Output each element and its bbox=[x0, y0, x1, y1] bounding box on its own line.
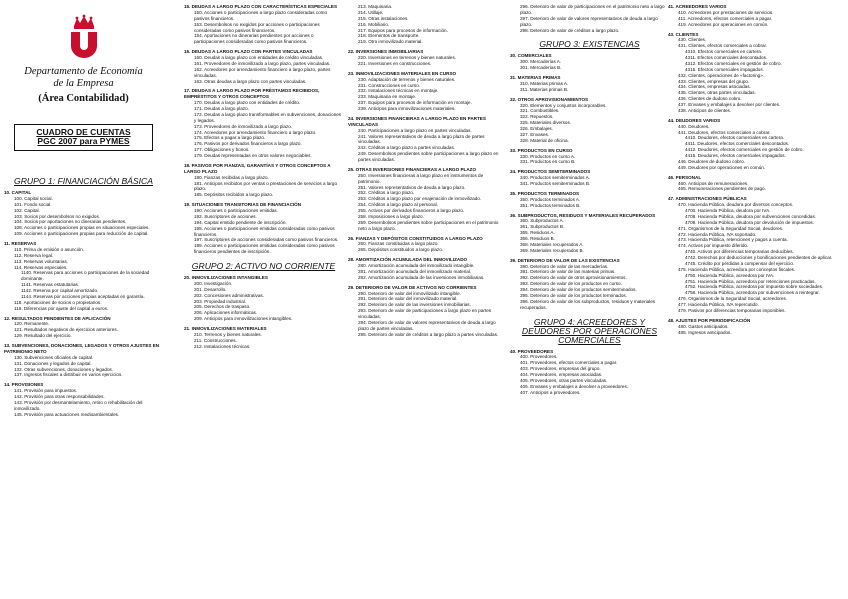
section-heading: 16. DEUDAS A LARGO PLAZO CON PARTES VINCULADAS bbox=[184, 49, 313, 55]
account-item: 177. Obligaciones y bonos. bbox=[194, 147, 250, 153]
section-heading: 39. DETERIORO DE VALOR DE LAS EXISTENCIAS bbox=[510, 257, 620, 263]
account-item: 129. Resultado del ejercicio. bbox=[14, 333, 72, 339]
account-item: 239. Anticipos para inmovilizaciones materiales. bbox=[358, 106, 456, 111]
account-item: 218. Elementos de transporte. bbox=[358, 33, 420, 39]
account-item: 369. Materiales recuperados B. bbox=[520, 247, 584, 253]
section-heading: 41. ACREEDORES VARIOS bbox=[668, 4, 727, 9]
account-item: 434. Clientes, empresas asociadas. bbox=[678, 84, 751, 90]
section-heading: 12. RESULTADOS PENDIENTES DE APLICACIÓN bbox=[4, 315, 111, 321]
column-5 bbox=[668, 4, 843, 335]
account-item: 298. Deterioro de valor de créditos a largo plazo. bbox=[520, 27, 620, 33]
university-logo bbox=[4, 14, 163, 62]
section-heading: 34. PRODUCTOS SEMITERMINADOS bbox=[510, 169, 591, 175]
account-item: 365. Residuos A. bbox=[520, 230, 555, 236]
account-item: 103. Socios por desembolsos no exigidos. bbox=[14, 213, 101, 219]
account-list bbox=[184, 281, 343, 322]
account-item: 360. Subproductos A. bbox=[520, 218, 564, 224]
section-heading: 13. SUBVENCIONES, DONACIONES, LEGADOS Y OTROS AJUSTES EN PATRIMONIO NETO bbox=[4, 343, 160, 354]
account-item: 4758. Hacienda Pública, acreedora por subvenciones a reintegrar. bbox=[685, 290, 820, 296]
account-item: 368. Materiales recuperados A. bbox=[520, 241, 584, 247]
account-item: 237. Equipos para procesos de información en montaje. bbox=[358, 100, 472, 106]
account-item: 172. Deudas a largo plazo transformables en subvenciones, donaciones y legados. bbox=[194, 111, 342, 123]
account-item: 432. Clientes, operaciones de «factoring». bbox=[678, 72, 765, 78]
account-item: 214. Utillaje. bbox=[358, 9, 384, 15]
account-item: 485. Ingresos anticipados. bbox=[678, 329, 732, 335]
account-list bbox=[348, 173, 507, 232]
account-item: 4311. Efectos comerciales descontados. bbox=[685, 55, 768, 60]
section-heading: 19. SITUACIONES TRANSITORIAS DE FINANCIACIÓN bbox=[184, 202, 302, 208]
section-heading: 35. PRODUCTOS TERMINADOS bbox=[510, 190, 580, 196]
account-item: 231. Construcciones en curso. bbox=[358, 82, 421, 88]
dept-line-1: Departamento de Economía bbox=[24, 65, 143, 77]
account-item: 145. Provisión para actuaciones medioambientales. bbox=[14, 411, 120, 417]
account-item: 295. Deterioro de valor de créditos a largo plazo a partes vinculadas. bbox=[358, 331, 499, 337]
section-heading: 31. MATERIAS PRIMAS bbox=[510, 75, 561, 81]
account-item: 233. Maquinaria en montaje. bbox=[358, 94, 417, 100]
account-item: 170. Deudas a largo plazo con entidades de crédito. bbox=[194, 100, 301, 106]
account-list bbox=[668, 135, 843, 159]
account-item: 109. Acciones o participaciones propias para reducción de capital. bbox=[14, 231, 149, 237]
account-list bbox=[510, 4, 669, 33]
area-name: (Área Contabilidad) bbox=[38, 93, 129, 105]
account-list bbox=[510, 197, 669, 209]
account-item: 475. Hacienda Pública, acreedora por conceptos fiscales. bbox=[678, 266, 796, 272]
account-item: 297. Deterioro de valor de valores representativos de deuda a largo plazo. bbox=[520, 15, 658, 27]
account-list bbox=[184, 10, 343, 45]
account-item: 150. Acciones o participaciones a largo plazo consideradas como pasivos financieros. bbox=[194, 9, 328, 21]
account-item: 4752. Hacienda Pública, acreedora por impuesto sobre sociedades. bbox=[685, 284, 824, 290]
account-item: 327. Envases. bbox=[520, 131, 550, 137]
title-box bbox=[14, 124, 153, 152]
account-item: 137. Ingresos fiscales a distribuir en varios ejercicios. bbox=[14, 372, 123, 378]
account-list bbox=[4, 300, 163, 312]
account-item: 4415. Deudores, efectos comerciales impagados. bbox=[685, 153, 786, 158]
account-item: 361. Subproductos B. bbox=[520, 224, 565, 230]
section-heading: 29. DETERIORO DE VALOR DE ACTIVOS NO CORRIENTES bbox=[348, 284, 477, 290]
account-item: 438. Anticipos de clientes. bbox=[678, 107, 732, 113]
account-list bbox=[184, 175, 343, 199]
account-list bbox=[668, 124, 843, 136]
group-2-heading: GRUPO 2: ACTIVO NO CORRIENTE bbox=[191, 261, 336, 271]
title-line-1: CUADRO DE CUENTAS bbox=[36, 126, 131, 137]
account-list bbox=[668, 226, 843, 250]
section-heading: 40. PROVEEDORES bbox=[510, 348, 554, 354]
account-item: 249. Desembolsos pendientes sobre participaciones a largo plazo en partes vinculadas. bbox=[358, 151, 499, 162]
account-list bbox=[510, 218, 669, 253]
account-item: 192. Suscriptores de acciones. bbox=[194, 213, 257, 219]
dept-line-2: de la Empresa bbox=[53, 78, 114, 90]
account-item: 340. Productos semiterminados A. bbox=[520, 175, 590, 181]
account-item: 265. Depósitos constituidos a largo plazo. bbox=[358, 247, 444, 253]
account-item: 435. Clientes, otras partes vinculadas. bbox=[678, 90, 756, 96]
section-heading: 30. COMERCIALES bbox=[510, 53, 552, 59]
account-item: 240. Participaciones a largo plazo en partes vinculadas. bbox=[358, 127, 472, 133]
account-item: 350. Productos terminados A. bbox=[520, 196, 581, 202]
section-heading: 14. PROVISIONES bbox=[4, 382, 44, 388]
section-heading: 47. ADMINISTRACIONES PÚBLICAS bbox=[668, 196, 747, 202]
title-line-2: PGC 2007 para PYMES bbox=[37, 136, 130, 147]
section-heading: 25. OTRAS INVERSIONES FINANCIERAS A LARGO PLAZO bbox=[348, 166, 477, 172]
account-item: 4411. Deudores, efectos comerciales descontados. bbox=[685, 141, 790, 147]
account-item: 366. Residuos B. bbox=[520, 236, 555, 242]
account-item: 254. Créditos a largo plazo al personal. bbox=[358, 202, 438, 208]
section-heading: 46. PERSONAL bbox=[668, 174, 702, 180]
account-item: 161. Proveedores de inmovilizado a largo plazo, partes vinculadas. bbox=[194, 60, 331, 66]
account-item: 213. Maquinaria. bbox=[358, 4, 393, 9]
account-item: 104. Socios por aportaciones no dinerarias pendientes. bbox=[14, 219, 127, 225]
section-heading: 15. DEUDAS A LARGO PLAZO CON CARACTERÍSTICAS ESPECIALES bbox=[184, 4, 338, 9]
account-list bbox=[184, 208, 343, 255]
account-item: 251. Valores representativos de deuda a largo plazo. bbox=[358, 184, 466, 190]
account-item: 110. Prima de emisión o asunción. bbox=[14, 246, 85, 252]
account-item: 114. Reservas especiales. bbox=[14, 264, 68, 270]
account-item: 4745. Crédito por pérdidas a compensar del ejercicio. bbox=[685, 260, 795, 266]
account-item: 474. Activos por impuesto diferido. bbox=[678, 243, 749, 249]
account-item: 1140. Reservas para acciones o participaciones de la sociedad dominante. bbox=[21, 270, 150, 282]
account-list bbox=[4, 247, 163, 271]
account-item: 132. Otras subvenciones, donaciones y legados. bbox=[14, 366, 114, 372]
account-item: 300. Mercaderías A. bbox=[520, 59, 562, 65]
account-item: 291. Deterioro de valor del inmovilizado material. bbox=[358, 296, 458, 302]
account-list bbox=[348, 55, 507, 67]
account-item: 394. Deterioro de valor de los productos semiterminados. bbox=[520, 287, 637, 293]
account-item: 281. Amortización acumulada del inmovilizado material. bbox=[358, 268, 472, 274]
account-item: 216. Mobiliario. bbox=[358, 21, 390, 27]
account-item: 433. Clientes, empresas del grupo. bbox=[678, 78, 750, 84]
account-item: 143. Provisión por desmantelamiento, retiro o rehabilitación del inmovilizado. bbox=[14, 399, 143, 411]
account-item: 100. Capital social. bbox=[14, 195, 53, 201]
account-item: 282. Amortización acumulada de las inversiones inmobiliarias. bbox=[358, 274, 485, 280]
account-item: 401. Proveedores, efectos comerciales a pagar. bbox=[520, 360, 618, 366]
account-item: 411. Acreedores, efectos comerciales a pagar. bbox=[678, 15, 773, 21]
account-item: 4310. Efectos comerciales en cartera. bbox=[685, 49, 763, 55]
account-item: 465. Remuneraciones pendientes de pago. bbox=[678, 186, 766, 192]
account-item: 130. Subvenciones oficiales de capital. bbox=[14, 354, 94, 360]
section-heading: 43. CLIENTES bbox=[668, 31, 699, 37]
account-item: 112. Reserva legal. bbox=[14, 252, 54, 258]
section-heading: 33. PRODUCTOS EN CURSO bbox=[510, 147, 573, 153]
account-item: 194. Capital emitido pendiente de inscripción. bbox=[194, 219, 287, 225]
account-list bbox=[510, 81, 669, 93]
account-list bbox=[668, 159, 843, 171]
account-list bbox=[4, 270, 163, 299]
account-list bbox=[348, 128, 507, 163]
account-list bbox=[668, 208, 843, 226]
account-item: 431. Clientes, efectos comerciales a cobrar. bbox=[678, 43, 768, 49]
account-list bbox=[510, 264, 669, 311]
account-item: 252. Créditos a largo plazo. bbox=[358, 190, 415, 196]
account-list bbox=[348, 263, 507, 281]
account-item: 179. Deudas representadas en otros valores negociables. bbox=[194, 153, 312, 158]
department-name bbox=[4, 66, 163, 91]
account-item: 121. Resultados negativos de ejercicios anteriores. bbox=[14, 327, 118, 333]
account-item: 220. Inversiones en terrenos y bienes naturales. bbox=[358, 55, 457, 60]
account-item: 4751. Hacienda Pública, acreedora por retenciones practicadas. bbox=[685, 278, 816, 284]
account-item: 206. Aplicaciones informáticas. bbox=[194, 310, 258, 316]
account-item: 390. Deterioro de valor de las mercaderías. bbox=[520, 263, 609, 269]
account-item: 476. Organismos de la Seguridad Social, acreedores. bbox=[678, 296, 788, 302]
section-heading: 48. AJUSTES POR PERIODIFICACIÓN bbox=[668, 317, 751, 323]
account-item: 446. Deudores de dudoso cobro. bbox=[678, 158, 745, 164]
account-list bbox=[668, 181, 843, 193]
account-item: 1142. Reserva por capital amortizado. bbox=[21, 288, 99, 294]
account-item: 404. Proveedores, empresas asociadas. bbox=[520, 372, 603, 378]
account-item: 403. Proveedores, empresas del grupo. bbox=[520, 366, 601, 372]
account-list bbox=[510, 103, 669, 144]
account-item: 209. Anticipos para inmovilizaciones intangibles. bbox=[194, 316, 293, 322]
account-item: 328. Material de oficina. bbox=[520, 137, 569, 143]
account-item: 290. Deterioro de valor del inmovilizado intangible. bbox=[358, 290, 461, 296]
account-list bbox=[4, 196, 163, 237]
account-item: 131. Donaciones y legados de capital. bbox=[14, 360, 92, 366]
account-item: 4312. Efectos comerciales en gestión de cobro. bbox=[685, 60, 782, 66]
account-item: 331. Productos en curso B. bbox=[520, 159, 576, 165]
account-list bbox=[184, 55, 343, 84]
account-list bbox=[668, 73, 843, 114]
section-heading: 23. INMOVILIZACIONES MATERIALES EN CURSO bbox=[348, 70, 457, 76]
account-item: 430. Clientes. bbox=[678, 37, 707, 43]
account-item: 4708. Hacienda Pública, deudora por subvenciones concedidas. bbox=[685, 213, 817, 219]
section-heading: 32. OTROS APROVISIONAMIENTOS bbox=[510, 96, 589, 102]
account-item: 4700. Hacienda Pública, deudora por IVA. bbox=[685, 208, 771, 213]
account-item: 232. Instalaciones técnicas en montaje. bbox=[358, 88, 439, 94]
account-item: 230. Adaptación de terrenos y bienes naturales. bbox=[358, 76, 456, 82]
account-item: 441. Deudores, efectos comerciales a cobrar. bbox=[678, 129, 771, 135]
account-item: 407. Anticipos a proveedores. bbox=[520, 389, 581, 395]
account-item: 202. Concesiones administrativas. bbox=[194, 292, 264, 298]
account-item: 163. Otras deudas a largo plazo con partes vinculadas. bbox=[194, 78, 307, 84]
account-item: 406. Envases y embalajes a devolver a proveedores. bbox=[520, 383, 629, 389]
column-4 bbox=[510, 4, 669, 396]
account-item: 392. Deterioro de valor de otros aprovisionamientos. bbox=[520, 275, 627, 281]
account-list bbox=[668, 324, 843, 336]
account-item: 201. Desarrollo. bbox=[194, 286, 227, 292]
account-list bbox=[348, 77, 507, 112]
account-item: 118. Aportaciones de socios o propietarios. bbox=[14, 299, 102, 305]
account-item: 176. Pasivos por derivados financieros a largo plazo. bbox=[194, 141, 302, 147]
account-item: 440. Deudores. bbox=[678, 123, 710, 129]
account-item: 142. Provisión para otras responsabilidades. bbox=[14, 394, 105, 400]
section-heading: 11. RESERVAS bbox=[4, 241, 37, 247]
account-item: 405. Proveedores, otras partes vinculadas. bbox=[520, 377, 608, 383]
account-item: 181. Anticipos recibidos por ventas o prestaciones de servicios a largo plazo. bbox=[194, 180, 337, 192]
account-item: 400. Proveedores. bbox=[520, 354, 558, 360]
account-item: 162. Acreedores por arrendamiento financiero a largo plazo, partes vinculadas. bbox=[194, 66, 331, 78]
account-item: 205. Derechos de traspaso. bbox=[194, 304, 251, 310]
column-1 bbox=[4, 4, 163, 418]
account-item: 322. Repuestos. bbox=[520, 114, 554, 120]
account-item: 391. Deterioro de valor de las materias primas. bbox=[520, 269, 616, 275]
section-heading: 24. INVERSIONES FINANCIERAS A LARGO PLAZO EN PARTES VINCULADAS bbox=[348, 115, 486, 127]
account-item: 460. Anticipos de remuneraciones. bbox=[678, 180, 749, 186]
account-item: 200. Investigación. bbox=[194, 280, 233, 286]
account-item: 108. Acciones o participaciones propias en situaciones especiales. bbox=[14, 225, 150, 231]
account-item: 102. Capital. bbox=[14, 207, 40, 213]
account-item: 480. Gastos anticipados. bbox=[678, 323, 729, 329]
account-item: 293. Deterioro de valor de participaciones a largo plazo en partes vinculadas. bbox=[358, 308, 492, 319]
account-item: 470. Hacienda Pública, deudora por diversos conceptos. bbox=[678, 202, 794, 208]
group-1-heading: GRUPO 1: FINANCIACIÓN BÁSICA bbox=[14, 176, 153, 187]
account-item: 395. Deterioro de valor de los productos terminados. bbox=[520, 292, 627, 298]
section-heading: 18. PASIVOS POR FIANZAS, GARANTÍAS Y OTROS CONCEPTOS A LARGO PLAZO bbox=[184, 162, 331, 174]
account-item: 217. Equipos para procesos de información. bbox=[358, 27, 448, 33]
account-list bbox=[510, 59, 669, 71]
account-item: 320. Elementos y conjuntos incorporables. bbox=[520, 102, 607, 108]
account-item: 253. Créditos a largo plazo por enajenación de inmovilizado. bbox=[358, 196, 482, 202]
account-item: 4750. Hacienda Pública, acreedora por IVA. bbox=[685, 272, 775, 278]
account-item: 4412. Deudores, efectos comerciales en gestión de cobro. bbox=[685, 147, 804, 153]
group-3-heading: GRUPO 3: EXISTENCIAS bbox=[539, 39, 640, 50]
account-item: 473. Hacienda Pública, retenciones y pagos a cuenta. bbox=[678, 237, 788, 243]
account-list bbox=[668, 49, 843, 73]
account-list bbox=[184, 100, 343, 159]
account-item: 160. Deudas a largo plazo con entidades de crédito vinculadas. bbox=[194, 55, 324, 60]
account-item: 4740. Activos por diferencias temporarias deducibles. bbox=[685, 249, 794, 255]
account-item: 119. Diferencias por ajuste del capital a euros. bbox=[14, 305, 109, 311]
account-item: 325. Materiales diversos. bbox=[520, 120, 572, 126]
account-item: 241. Valores representativos de deuda a largo plazo de partes vinculadas. bbox=[358, 133, 485, 145]
account-list bbox=[668, 10, 843, 28]
account-item: 250. Inversiones financieras a largo plazo en instrumentos de patrimonio. bbox=[358, 172, 484, 184]
account-list bbox=[510, 175, 669, 187]
account-item: 321. Combustibles. bbox=[520, 108, 560, 114]
account-item: 210. Terrenos y bienes naturales. bbox=[194, 331, 262, 337]
section-heading: 20. INMOVILIZACIONES INTANGIBLES bbox=[184, 275, 268, 281]
account-item: 258. Imposiciones a largo plazo. bbox=[358, 213, 424, 219]
account-item: 173. Proveedores de inmovilizado a largo plazo. bbox=[194, 123, 293, 129]
account-item: 211. Construcciones. bbox=[194, 337, 237, 343]
account-item: 341. Productos semiterminados B. bbox=[520, 181, 591, 187]
section-heading: 17. DEUDAS A LARGO PLAZO POR PRÉSTAMOS RECIBIDOS, EMPRÉSTITOS Y OTROS CONCEPTOS bbox=[184, 88, 320, 100]
account-item: 1144. Reservas por acciones propias aceptadas en garantía. bbox=[21, 293, 145, 299]
account-item: 195. Acciones o participaciones emitidas consideradas como pasivos financieros. bbox=[194, 225, 335, 237]
section-heading: 10. CAPITAL bbox=[4, 190, 32, 196]
account-item: 199. Acciones o participaciones emitidas consideradas como pasivos financieros pendientes de inscripción. bbox=[194, 243, 335, 255]
account-item: 259. Desembolsos pendientes sobre participaciones en el patrimonio neto a largo plazo. bbox=[358, 219, 499, 231]
account-item: 4315. Efectos comerciales impagados. bbox=[685, 66, 764, 72]
account-list bbox=[4, 388, 163, 417]
account-list bbox=[668, 273, 843, 297]
account-list bbox=[4, 321, 163, 339]
account-item: 255. Activos por derivados financieros a largo plazo. bbox=[358, 208, 465, 213]
account-item: 180. Fianzas recibidas a largo plazo. bbox=[194, 174, 269, 180]
account-item: 479. Pasivos por diferencias temporarias imponibles. bbox=[678, 307, 786, 313]
account-item: 310. Materias primas A. bbox=[520, 80, 569, 86]
account-item: 330. Productos en curso A. bbox=[520, 153, 576, 159]
account-item: 212. Instalaciones técnicas. bbox=[194, 343, 251, 349]
account-item: 174. Acreedores por arrendamiento financiero a largo plazo. bbox=[194, 129, 317, 135]
account-item: 221. Inversiones en construcciones. bbox=[358, 60, 432, 66]
section-heading: 36. SUBPRODUCTOS, RESIDUOS Y MATERIALES RECUPERADOS bbox=[510, 212, 656, 218]
account-item: 4709. Hacienda Pública, deudora por devolución de impuestos. bbox=[685, 219, 814, 225]
account-list bbox=[348, 241, 507, 253]
account-item: 215. Otras instalaciones. bbox=[358, 15, 409, 21]
account-item: 4742. Derechos por deducciones y bonificaciones pendientes de aplicar. bbox=[685, 255, 833, 260]
account-list bbox=[510, 354, 669, 395]
account-item: 171. Deudas a largo plazo. bbox=[194, 106, 249, 111]
account-list bbox=[668, 37, 843, 49]
crown-u-icon bbox=[62, 14, 106, 60]
account-item: 301. Mercaderías B. bbox=[520, 65, 562, 71]
account-list bbox=[184, 332, 343, 350]
account-item: 141. Provisión para impuestos. bbox=[14, 388, 78, 394]
account-item: 153. Desembolsos no exigidos por acciones o participaciones consideradas como pasivos financieros. bbox=[194, 21, 320, 33]
account-item: 175. Efectos a pagar a largo plazo. bbox=[194, 135, 266, 141]
account-list bbox=[668, 296, 843, 314]
account-item: 120. Remanente. bbox=[14, 321, 50, 327]
account-item: 280. Amortización acumulada del inmovilizado intangible. bbox=[358, 263, 475, 268]
account-item: 292. Deterioro de valor de las inversiones inmobiliarias. bbox=[358, 302, 471, 308]
account-item: 242. Créditos a largo plazo a partes vinculadas. bbox=[358, 145, 456, 151]
account-item: 437. Envases y embalajes a devolver por clientes. bbox=[678, 102, 781, 107]
account-item: 471. Organismos de la Seguridad Social, deudores. bbox=[678, 225, 784, 231]
account-item: 203. Propiedad industrial. bbox=[194, 298, 247, 304]
account-item: 436. Clientes de dudoso cobro. bbox=[678, 96, 742, 102]
account-item: 219. Otro inmovilizado material. bbox=[358, 39, 423, 45]
account-item: 185. Depósitos recibidos a largo plazo. bbox=[194, 192, 274, 198]
account-item: 477. Hacienda Pública, IVA repercutido. bbox=[678, 302, 759, 307]
column-2 bbox=[184, 4, 343, 350]
account-list bbox=[348, 291, 507, 338]
account-item: 197. Suscriptores de acciones consideradas como pasivos financieros. bbox=[194, 237, 339, 243]
account-item: 101. Fondo social. bbox=[14, 201, 52, 207]
account-list bbox=[668, 249, 843, 267]
section-heading: 44. DEUDORES VARIOS bbox=[668, 117, 721, 123]
account-item: 311. Materias primas B. bbox=[520, 86, 569, 92]
account-item: 4410. Deudores, efectos comerciales en cartera. bbox=[685, 135, 785, 141]
account-item: 410. Acreedores por prestaciones de servicios. bbox=[678, 9, 774, 15]
account-item: 296. Deterioro de valor de participaciones en el patrimonio neto a largo plazo. bbox=[520, 4, 665, 15]
account-item: 260. Fianzas constituidas a largo plazo. bbox=[358, 241, 439, 247]
section-heading: 21. INMOVILIZACIONES MATERIALES bbox=[184, 326, 267, 332]
account-list bbox=[4, 355, 163, 379]
section-heading: 26. FIANZAS Y DEPÓSITOS CONSTITUIDOS A LARGO PLAZO bbox=[348, 235, 483, 241]
account-list bbox=[510, 154, 669, 166]
account-list bbox=[348, 4, 507, 45]
account-item: 1141. Reservas estatutarias. bbox=[21, 282, 80, 288]
account-item: 326. Embalajes. bbox=[520, 126, 553, 132]
account-item: 294. Deterioro de valor de valores representativos de deuda a largo plazo de partes vinculadas. bbox=[358, 319, 496, 331]
group-4-heading: GRUPO 4: ACREEDORES Y DEUDORES POR OPERACIONES COMERCIALES bbox=[521, 316, 658, 345]
account-item: 154. Aportaciones no dinerarias pendientes por acciones o participaciones consideradas como pasivos financieros. bbox=[194, 33, 314, 45]
account-item: 419. Acreedores por operaciones en común. bbox=[678, 21, 769, 27]
account-item: 393. Deterioro de valor de los productos en curso. bbox=[520, 281, 622, 287]
section-heading: 22. INVERSIONES INMOBILIARIAS bbox=[348, 49, 424, 55]
account-item: 113. Reservas voluntarias. bbox=[14, 258, 69, 264]
account-item: 449. Deudores por operaciones en común. bbox=[678, 164, 766, 170]
account-item: 190. Acciones o participaciones emitidas. bbox=[194, 208, 279, 213]
account-item: 472. Hacienda Pública, IVA soportado. bbox=[678, 231, 757, 237]
section-heading: 28. AMORTIZACIÓN ACUMULADA DEL INMOVILIZADO bbox=[348, 257, 468, 263]
account-item: 396. Deterioro de valor de los subproductos, residuos y materiales recuperados. bbox=[520, 298, 656, 310]
account-item: 351. Productos terminados B. bbox=[520, 202, 581, 208]
column-3 bbox=[348, 4, 507, 338]
